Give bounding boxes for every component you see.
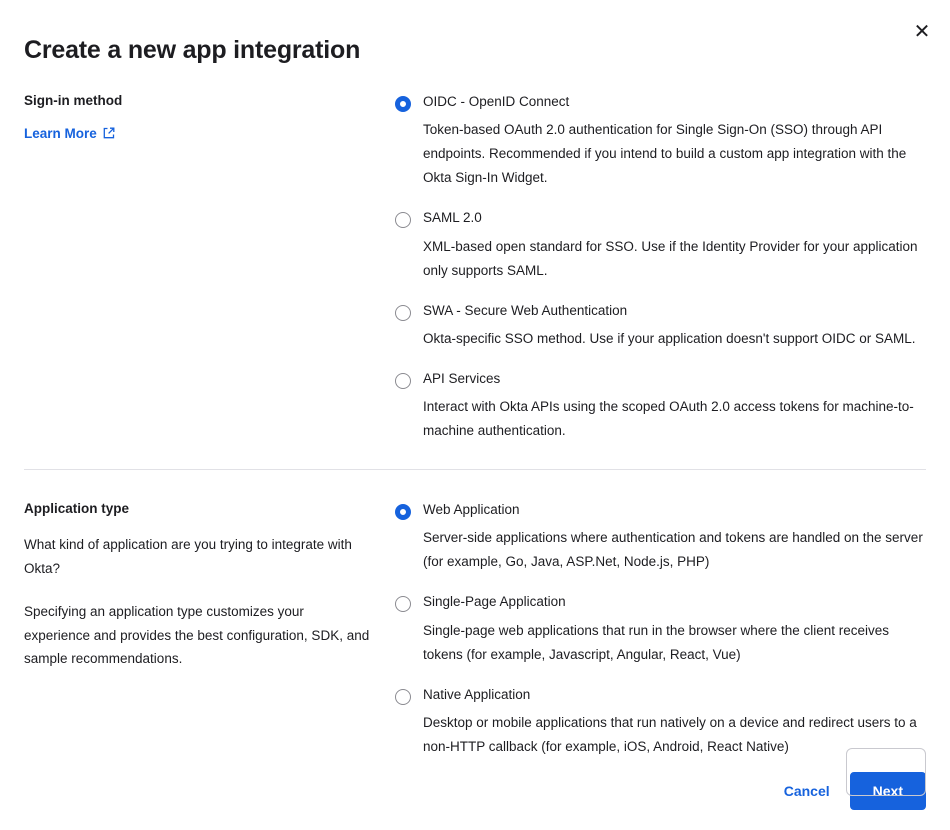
option-title: Native Application (423, 686, 531, 702)
option-title: OIDC - OpenID Connect (423, 94, 570, 109)
close-icon[interactable]: ✕ (908, 18, 936, 46)
cancel-button[interactable]: Cancel (780, 775, 834, 807)
option-body (423, 369, 926, 443)
signin-method-label: Sign-in method (24, 93, 123, 108)
option-description: Interact with Okta APIs using the scoped OAuth 2.0 access tokens for machine-to-machine authentication. (423, 399, 914, 439)
radio-indicator[interactable] (395, 373, 411, 389)
learn-more-label: Learn More (24, 125, 97, 141)
radio-option-api-services[interactable] (395, 369, 926, 443)
option-body (423, 685, 926, 759)
radio-option-native-application[interactable] (395, 685, 926, 759)
option-title: Web Application (423, 502, 520, 517)
option-body (423, 301, 926, 351)
radio-option-swa[interactable] (395, 301, 926, 351)
section-divider (24, 469, 926, 470)
option-description: Token-based OAuth 2.0 authentication for Single Sign-On (SSO) through API endpoints. Recommended if you intend to build a custom app integration with the Okta Sign-In Widget. (423, 122, 907, 186)
option-title: SWA - Secure Web Authentication (423, 302, 628, 318)
signin-method-options (395, 92, 926, 443)
radio-option-web-application[interactable] (395, 500, 926, 574)
signin-method-section (24, 92, 926, 443)
radio-option-single-page-application[interactable] (395, 592, 926, 666)
option-description: XML-based open standard for SSO. Use if the Identity Provider for your application only supports SAML. (423, 238, 918, 278)
radio-indicator[interactable] (395, 689, 411, 705)
radio-option-saml[interactable] (395, 208, 926, 282)
radio-indicator[interactable] (395, 504, 411, 520)
option-title: API Services (423, 370, 501, 386)
option-body (423, 92, 926, 190)
application-type-options (395, 500, 926, 759)
application-type-helper-1: What kind of application are you trying to integrate with Okta? (24, 536, 352, 576)
radio-indicator[interactable] (395, 96, 411, 112)
radio-indicator[interactable] (395, 212, 411, 228)
option-description: Server-side applications where authentication and tokens are handled on the server (for example, Go, Java, ASP.Net, Node.js, PHP) (423, 530, 923, 570)
option-body (423, 500, 926, 574)
option-description: Single-page web applications that run in the browser where the client receives tokens (for example, Javascript, Angular, React, Vue) (423, 622, 890, 662)
dialog-footer (24, 772, 926, 810)
application-type-left (24, 500, 395, 759)
option-body (423, 592, 926, 666)
application-type-label: Application type (24, 501, 130, 516)
next-button[interactable]: Next (850, 772, 926, 810)
option-title: Single-Page Application (423, 594, 566, 610)
option-title: SAML 2.0 (423, 210, 482, 226)
radio-indicator[interactable] (395, 305, 411, 321)
option-description: Desktop or mobile applications that run natively on a device and redirect users to a non-HTTP callback (for example, iOS, Android, React Native) (423, 714, 917, 754)
signin-method-left (24, 92, 395, 443)
option-body (423, 208, 926, 282)
option-description: Okta-specific SSO method. Use if your application doesn't support OIDC or SAML. (423, 330, 916, 346)
radio-option-oidc[interactable] (395, 92, 926, 190)
radio-indicator[interactable] (395, 596, 411, 612)
learn-more-link[interactable] (24, 126, 115, 141)
external-link-icon (103, 127, 115, 139)
application-type-section (24, 500, 926, 759)
application-type-helper-2: Specifying an application type customizes your experience and provides the best configuration, SDK, and sample recommendations. (24, 604, 370, 667)
page-title: Create a new app integration (24, 36, 361, 64)
